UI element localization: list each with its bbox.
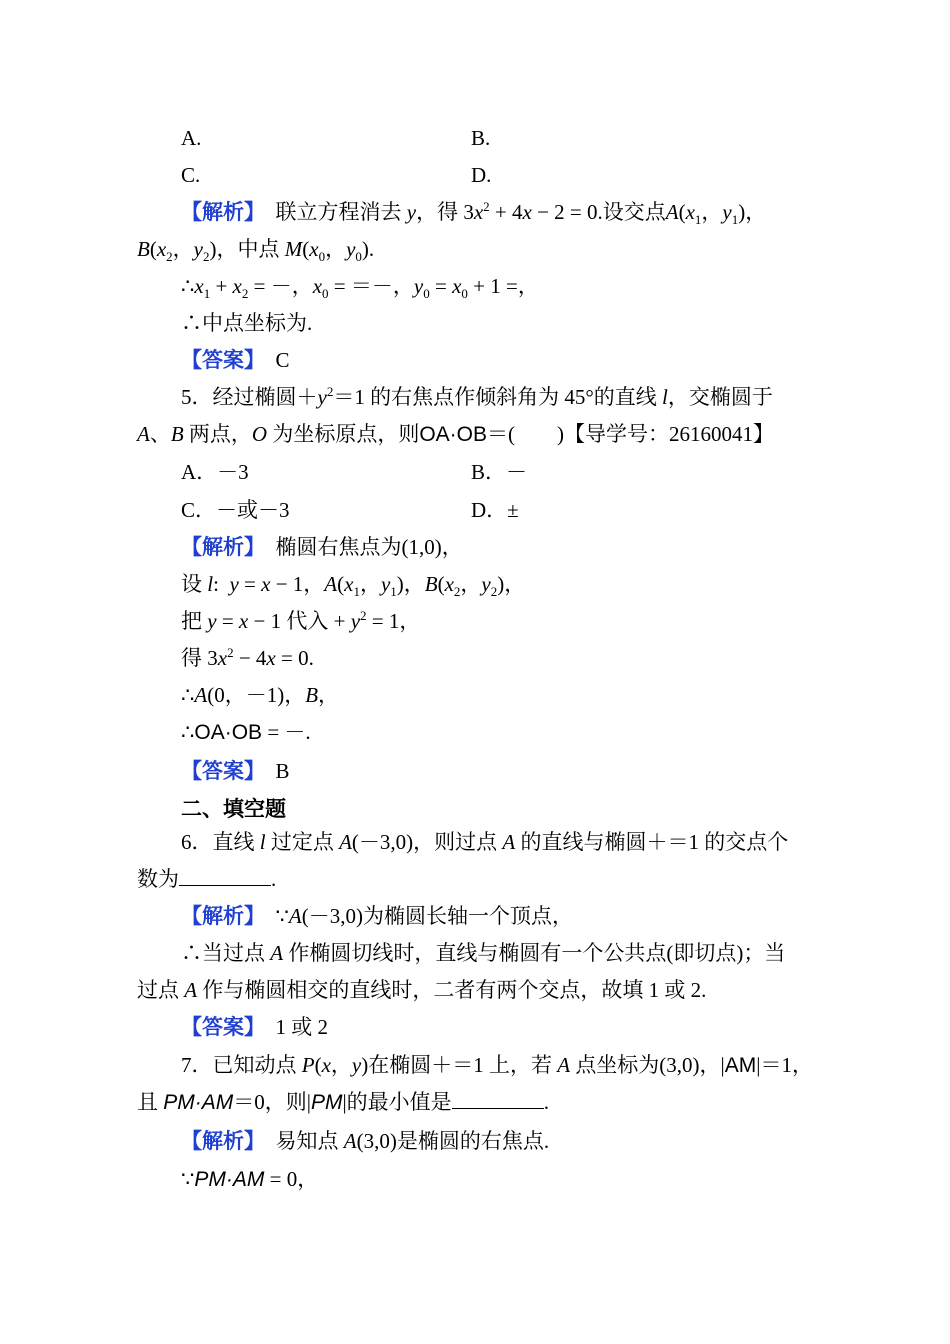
q7-stem-line-1: 7．已知动点 P(x，y)在椭圆＋＝1 上，若 A 点坐标为(3,0)，|AM|＝1， bbox=[181, 1053, 813, 1077]
q5-solution-line-5: ∴A(0，－1)，B， bbox=[181, 683, 340, 707]
q5-stem-line-2: A、B 两点，O 为坐标原点，则OA·OB＝( )【导学号：26160041】 bbox=[137, 422, 775, 446]
q7-solution-line-2: ∵PM·AM = 0， bbox=[181, 1167, 319, 1191]
q4-solution-line-4: ∴中点坐标为. bbox=[181, 311, 313, 335]
q4-option-c: C. bbox=[181, 163, 201, 187]
q6-stem-line-2: 数为 . bbox=[137, 867, 277, 891]
solution-tag: 【解析】 bbox=[181, 904, 265, 928]
q7-solution-line-1: 【解析】 易知点 A(3,0)是椭圆的右焦点. bbox=[181, 1129, 550, 1153]
q6-solution-line-3: 过点 A 作与椭圆相交的直线时，二者有两个交点，故填 1 或 2. bbox=[137, 978, 707, 1002]
q6-stem-line-1: 6．直线 l 过定点 A(－3,0)，则过点 A 的直线与椭圆＋＝1 的交点个 bbox=[181, 830, 789, 854]
q5-solution-line-2: 设 l: y = x − 1，$A(x_1$，$y_1$)，$B(x_2$，$y_2$)， bbox=[181, 572, 526, 600]
q4-answer: C bbox=[275, 348, 290, 372]
q5-answer-line bbox=[181, 757, 290, 785]
answer-tag: 【答案】 bbox=[181, 1015, 265, 1039]
q5-option-c: C．－或－3 bbox=[181, 498, 290, 522]
answer-tag: 【答案】 bbox=[181, 348, 265, 372]
q5-answer: B bbox=[275, 759, 290, 783]
q5-option-b: B．－ bbox=[471, 460, 528, 484]
q4-option-b: B. bbox=[471, 126, 491, 150]
q6-answer-line bbox=[181, 1013, 328, 1041]
q4-option-d: D. bbox=[471, 163, 492, 187]
q4-answer-line bbox=[181, 346, 290, 374]
q4-solution-line-1: 【解析】 联立方程消去 y，得 $3x^2 + 4x - 2 = 0$.设交点$A(x_1$，$y_1$)， bbox=[181, 199, 767, 228]
q6-answer: 1 或 2 bbox=[275, 1015, 328, 1039]
answer-tag: 【答案】 bbox=[181, 759, 265, 783]
q5-solution-line-4: 得 $3x^2 - 4x = 0$. bbox=[181, 645, 314, 670]
answer-blank[interactable] bbox=[179, 867, 271, 886]
q4-solution-line-2: $B(x_2$，$y_2$)，中点 $M(x_0$，$y_0$). bbox=[137, 237, 375, 265]
q6-solution-line-2: ∴当过点 A 作椭圆切线时，直线与椭圆有一个公共点(即切点)；当 bbox=[181, 941, 786, 965]
q5-option-d: D．± bbox=[471, 498, 519, 522]
q5-option-a: A．－3 bbox=[181, 460, 249, 484]
q5-stem-line-1: 5．经过椭圆$+y^2=1$ 的右焦点作倾斜角为 45°的直线 l，交椭圆于 bbox=[181, 384, 773, 409]
solution-tag: 【解析】 bbox=[181, 200, 265, 224]
q7-stem-line-2: 且 PM·AM＝0，则|PM|的最小值是 . bbox=[137, 1090, 549, 1114]
q5-solution-line-6: ∴OA·OB = －. bbox=[181, 720, 311, 744]
q4-solution-line-3: $\therefore x_1 + x_2$ = －，$x_0$ = ＝－，$y_0 = x_0 + 1$ =， bbox=[181, 274, 539, 302]
q4-option-a: A. bbox=[181, 126, 202, 150]
q5-solution-line-3: 把 y = x − 1 代入 + $y^2 = 1$， bbox=[181, 608, 421, 633]
answer-blank[interactable] bbox=[452, 1090, 544, 1109]
q5-solution-line-1: 【解析】 椭圆右焦点为(1,0)， bbox=[181, 535, 463, 559]
solution-tag: 【解析】 bbox=[181, 535, 265, 559]
q6-solution-line-1: 【解析】 ∵A(－3,0)为椭圆长轴一个顶点， bbox=[181, 904, 573, 928]
section-title: 二、填空题 bbox=[181, 797, 286, 821]
solution-tag: 【解析】 bbox=[181, 1129, 265, 1153]
